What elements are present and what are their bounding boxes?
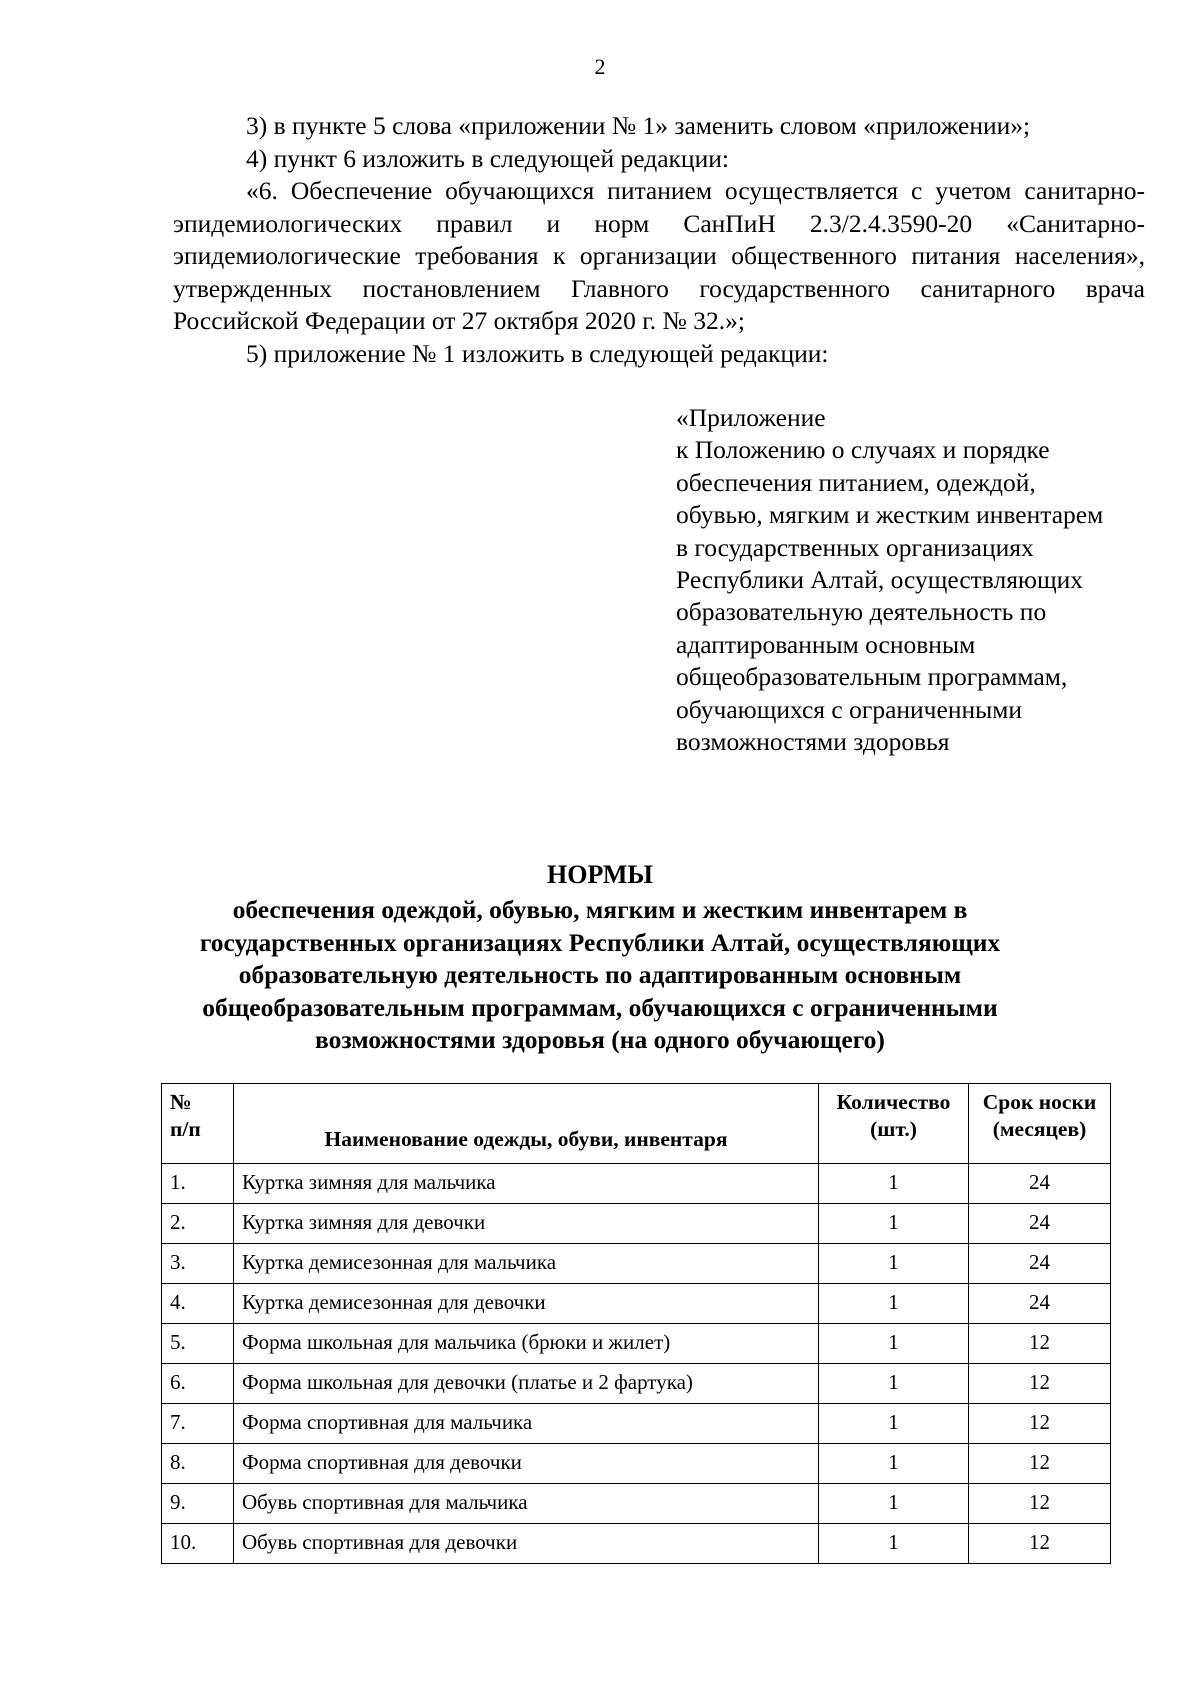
row-name: Куртка зимняя для мальчика [234,1164,819,1204]
table-row [162,1364,1111,1404]
paragraph-item-6-text: «6. Обеспечение обучающихся питанием осуществляется с учетом санитарно-эпидемиологических правил и норм СанПиН 2.3/2.4.3590-20 «Санитарно-эпидемиологические требования к организации общественного питания населения», утвержденных постановлением Главного государственного санитарного врача Российской Федерации от 27 октября 2020 г. № 32.»; [173,176,1145,335]
row-quantity: 1 [819,1324,969,1364]
body-text [173,110,1145,370]
row-quantity: 1 [819,1204,969,1244]
row-name: Форма школьная для девочки (платье и 2 фартука) [234,1364,819,1404]
row-term: 24 [969,1244,1111,1284]
table-row [162,1484,1111,1524]
row-number: 5. [162,1324,234,1364]
row-term: 24 [969,1204,1111,1244]
header-name: Наименование одежды, обуви, инвентаря [234,1084,819,1164]
row-name: Куртка демисезонная для девочки [234,1284,819,1324]
paragraph-item-5: 5) приложение № 1 изложить в следующей редакции: [246,338,829,368]
row-term: 12 [969,1484,1111,1524]
appendix-heading: «Приложение [676,403,826,432]
row-number: 2. [162,1204,234,1244]
header-term-line1: Срок носки [982,1090,1097,1114]
row-number: 1. [162,1164,234,1204]
row-quantity: 1 [819,1284,969,1324]
norms-title-block [0,858,1200,1057]
norms-table [161,1083,1111,1564]
row-term: 12 [969,1324,1111,1364]
header-quantity-line1: Количество [836,1090,951,1114]
row-number: 9. [162,1484,234,1524]
row-number: 7. [162,1404,234,1444]
row-quantity: 1 [819,1524,969,1564]
header-number [162,1084,234,1164]
row-quantity: 1 [819,1444,969,1484]
row-name: Куртка демисезонная для мальчика [234,1244,819,1284]
page-number: 2 [594,54,606,79]
row-quantity: 1 [819,1244,969,1284]
header-number-line2: п/п [170,1117,201,1141]
document-title: НОРМЫ [547,860,653,889]
row-term: 24 [969,1164,1111,1204]
table-header-row [162,1084,1111,1164]
table-row [162,1524,1111,1564]
table-row [162,1204,1111,1244]
header-quantity [819,1084,969,1164]
row-name: Обувь спортивная для мальчика [234,1484,819,1524]
row-number: 3. [162,1244,234,1284]
paragraph-item-4: 4) пункт 6 изложить в следующей редакции: [246,143,729,173]
paragraph-item-3: 3) в пункте 5 слова «приложении № 1» заменить словом «приложении»; [246,111,1031,140]
table-row [162,1284,1111,1324]
row-quantity: 1 [819,1404,969,1444]
table-row [162,1164,1111,1204]
row-number: 8. [162,1444,234,1484]
row-name: Форма школьная для мальчика (брюки и жилет) [234,1324,819,1364]
header-term-line2: (месяцев) [992,1117,1087,1141]
appendix-note [676,402,1116,758]
row-name: Форма спортивная для девочки [234,1444,819,1484]
header-number-line1: № [170,1090,192,1114]
row-term: 12 [969,1444,1111,1484]
row-number: 10. [162,1524,234,1564]
appendix-text: к Положению о случаях и порядке обеспечения питанием, одеждой, обувью, мягким и жестким инвентарем в государственных организациях Республики Алтай, осуществляющих образовательную деятельность по адаптированным основным общеобразовательным программам, обучающихся с ограниченными возможностями здоровья [676,435,1104,757]
row-name: Обувь спортивная для девочки [234,1524,819,1564]
row-number: 6. [162,1364,234,1404]
row-quantity: 1 [819,1484,969,1524]
table-row [162,1404,1111,1444]
row-term: 12 [969,1404,1111,1444]
table-row [162,1444,1111,1484]
header-quantity-line2: (шт.) [870,1117,917,1141]
table-row [162,1324,1111,1364]
row-term: 12 [969,1364,1111,1404]
row-term: 24 [969,1284,1111,1324]
row-name: Форма спортивная для мальчика [234,1404,819,1444]
header-term [969,1084,1111,1164]
row-number: 4. [162,1284,234,1324]
row-term: 12 [969,1524,1111,1564]
row-name: Куртка зимняя для девочки [234,1204,819,1244]
document-subtitle: обеспечения одеждой, обувью, мягким и жестким инвентарем в государственных организациях Республики Алтай, осуществляющих образовательную деятельность по адаптированным основным общеобразовательным программам, обучающихся с ограниченными возможностями здоровья (на одного обучающего) [199,895,1001,1055]
row-quantity: 1 [819,1364,969,1404]
table-row [162,1244,1111,1284]
row-quantity: 1 [819,1164,969,1204]
